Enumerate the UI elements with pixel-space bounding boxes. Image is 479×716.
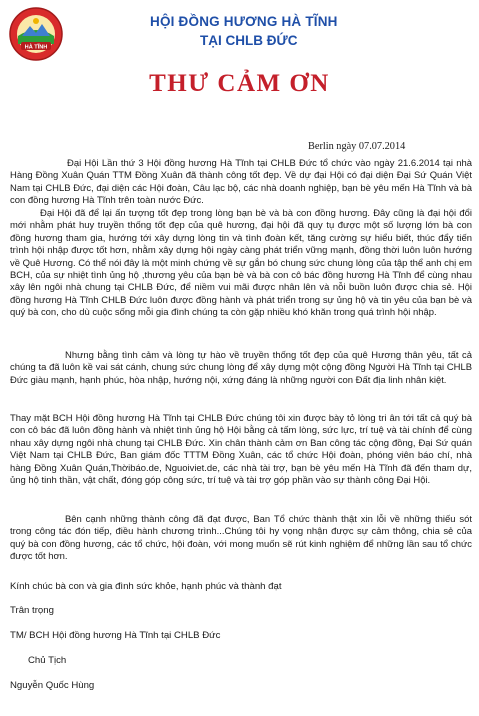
signatory-role: Chủ Tịch <box>28 655 67 666</box>
org-location-heading: TẠI CHLB ĐỨC <box>200 33 298 48</box>
paragraph-congress-impression: Đại Hội đã để lại ấn tượng tốt đẹp trong lòng bạn bè và bà con đồng hương. Đây cũng là đại hội đổi mới nhằm phát huy truyền thống tốt đẹp của quê hương, đại hội đã quy tụ được một số lượng lớn bà con đồng hương tham gia, hướng tới xây dựng lòng tin và tình đoàn kết, tăng cường sự hiểu biết, thúc đẩy tiến trình hội nhập được tốt hơn, nhằm xây dựng hội ngày càng phát triển vững mạnh, đồng thời luôn luôn hướng về Quê Hương. Có thể nói đây là một minh chứng về sự gắn bó chung sức chung lòng của tập thể anh chị em BCH, của sự nhiệt tình ủng hộ ,thương yêu của bạn bè và bà con cô bác đồng hương Hà Tĩnh để cùng nhau xây lên ngôi nhà chung tại CHLB Đức, để niềm vui mãi được nhân lên và nỗi buồn luôn được chia sẻ. Hội đồng hương Hà Tĩnh CHLB Đức luôn được đồng hành và phát triển trong sự ủng hộ và tin yêu của bạn bè và quý bà con, cho dù cuộc sống mỗi gia đình chúng ta còn gặp nhiều khó khăn trong quá trình hội nhập. <box>10 208 472 319</box>
paragraph-apology: Bên cạnh những thành công đã đạt được, Ban Tổ chức thành thật xin lỗi về những thiếu sót trong công tác đón tiếp, điều hành chương trình...Chúng tôi hy vọng nhận được sự cảm thông, chia sẻ của quý bà con đồng hương, các tổ chức, hội đoàn, với mong muốn sẽ rút kinh nghiệm để những lần sau tổ chức được tốt hơn. <box>10 514 472 563</box>
paragraph-community-spirit: Nhưng bằng tình cảm và lòng tự hào về truyền thống tốt đẹp của quê Hương thân yêu, tất cả chúng ta đã luôn kề vai sát cánh, chung sức chung lòng để xây dựng một cộng đồng Người Hà Tĩnh tại CHLB Đức giàu mạnh, hạnh phúc, hòa nhập, hướng nội, xứng đáng là những người con Đất địa linh nhân kiệt. <box>10 350 472 386</box>
association-logo <box>8 6 64 62</box>
signatory-organization: TM/ BCH Hội đồng hương Hà Tĩnh tại CHLB Đức <box>10 630 221 641</box>
letter-title: THƯ CẢM ƠN <box>149 70 330 97</box>
signatory-name: Nguyễn Quốc Hùng <box>10 680 95 691</box>
logo-text: HÀ TĨNH <box>24 44 48 51</box>
paragraph-congress-summary: Đại Hội Lần thứ 3 Hội đồng hương Hà Tĩnh tại CHLB Đức tổ chức vào ngày 21.6.2014 tại nhà Hàng Đồng Xuân Quán TTM Đồng Xuân đã thành công tốt đẹp. Về dự đại Hội có đại diện Đại Sứ Quán Việt Nam tại CHLB Đức, đại diện các Hội đoàn, Câu lạc bộ, các nhà doanh nghiệp, bạn bè yêu mến Hà Tĩnh và bà con đồng hương Hà Tĩnh trên toàn nước Đức. <box>10 158 472 207</box>
letter-date: Berlin ngày 07.07.2014 <box>308 141 406 152</box>
paragraph-gratitude: Thay mặt BCH Hội đồng hương Hà Tĩnh tại CHLB Đức chúng tôi xin được bày tỏ lòng tri ân tới tất cả quý bà con cô bác đã luôn đồng hành và nhiệt tình ủng hộ Hội bằng cả tấm lòng, sức lực, trí tuệ và tài chính để cùng nhau xây dựng ngôi nhà chung tại CHLB Đức. Xin chân thành cảm ơn Ban công tác cộng đồng, Đại Sứ quán Việt Nam tại CHLB Đức, Ban giám đốc TTTM Đồng Xuân, các tổ chức Hội đoàn, phóng viên báo chí, nhà hàng Đồng Xuân Quán,Thờibáo.de, Nguoiviet.de, các nhà tài trợ, bạn bè yêu mến Hà Tĩnh đã đến tham dự, ủng hộ tinh thần, vật chất, đóng góp công sức, trí tuệ và tài trợ góp phần vào sự thành công Đại Hội. <box>10 413 472 487</box>
closing-wishes: Kính chúc bà con và gia đình sức khỏe, hạnh phúc và thành đạt <box>10 581 282 592</box>
org-name-heading: HỘI ĐỒNG HƯƠNG HÀ TĨNH <box>150 14 338 29</box>
closing-regards: Trân trọng <box>10 605 54 616</box>
